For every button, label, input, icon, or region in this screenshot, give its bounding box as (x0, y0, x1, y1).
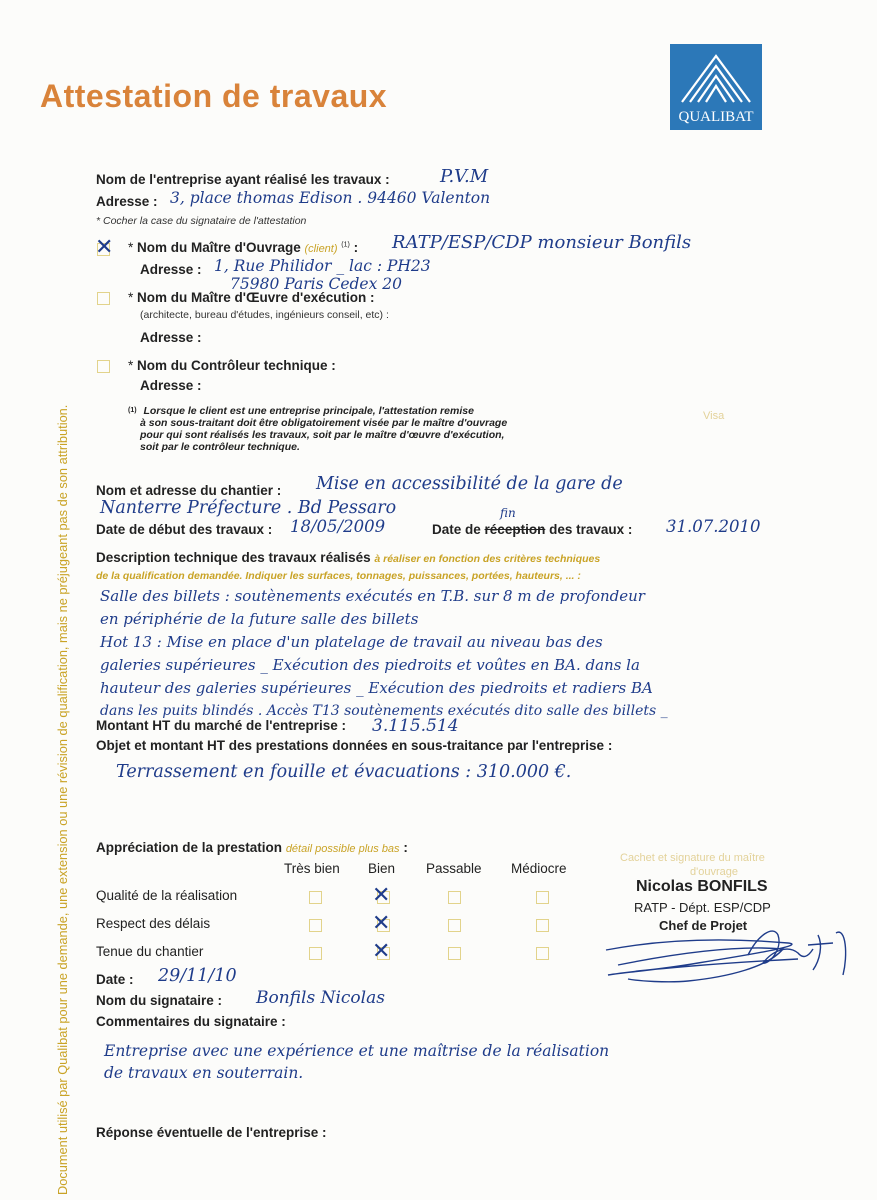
qualite-passable-checkbox[interactable] (448, 891, 461, 904)
logo-text: QUALIBAT (678, 109, 754, 125)
address-value[interactable]: 3, place thomas Edison . 94460 Valenton (170, 189, 491, 207)
col-mediocre: Médiocre (511, 861, 567, 876)
chantier-value-line1[interactable]: Mise en accessibilité de la gare de (316, 474, 623, 494)
end-date-label-suffix: des travaux : (549, 522, 633, 537)
maitre-ouvrage-value[interactable]: RATP/ESP/CDP monsieur Bonfils (392, 232, 692, 253)
maitre-ouvrage-check-mark: ✕ (95, 235, 114, 260)
handwritten-signature-icon (598, 915, 858, 990)
montant-value[interactable]: 3.115.514 (372, 716, 459, 736)
appreciation-hint: détail possible plus bas (285, 843, 400, 855)
end-date-label-prefix: Date de (432, 522, 481, 537)
company-value[interactable]: P.V.M (440, 166, 489, 187)
description-line-3: Hot 13 : Mise en place d'un platelage de travail au niveau bas des (100, 633, 603, 651)
appreciation-label-row (96, 840, 408, 855)
tenue-mediocre-checkbox[interactable] (536, 947, 549, 960)
delais-tres-bien-checkbox[interactable] (309, 919, 322, 932)
maitre-oeuvre-sub: (architecte, bureau d'études, ingénieurs conseil, etc) : (140, 309, 389, 321)
footnote-line-2: à son sous-traitant doit être obligatoirement visée par le maître d'ouvrage (140, 417, 508, 429)
maitre-ouvrage-address-line2[interactable]: 75980 Paris Cedex 20 (230, 275, 402, 293)
stamp-name: Nicolas BONFILS (636, 878, 768, 895)
address-label: Adresse : (96, 194, 158, 209)
delais-bien-check-mark: ✕ (372, 911, 391, 936)
stamp-role: Chef de Projet (659, 918, 748, 933)
commentaires-line-2[interactable]: de travaux en souterrain. (104, 1064, 304, 1082)
description-line-2: en périphérie de la future salle des billets (100, 610, 419, 628)
footnote-line-1: Lorsque le client est une entreprise principale, l'attestation remise (143, 405, 474, 417)
reponse-label: Réponse éventuelle de l'entreprise : (96, 1125, 327, 1140)
footnote-line-4: soit par le contrôleur technique. (140, 441, 300, 453)
sign-date-value[interactable]: 29/11/10 (158, 966, 237, 986)
footnote-line-3: pour qui sont réalisés les travaux, soit par le maître d'œuvre d'exécution, (140, 429, 505, 441)
appreciation-colon: : (403, 840, 408, 855)
qualite-tres-bien-checkbox[interactable] (309, 891, 322, 904)
description-text[interactable] (100, 585, 668, 723)
row-delais-label: Respect des délais (96, 916, 211, 931)
tenue-bien-check-mark: ✕ (372, 939, 391, 964)
qualibat-pyramid-icon (670, 44, 762, 108)
maitre-ouvrage-address-label: Adresse : (140, 262, 202, 277)
description-hint-1: à réaliser en fonction des critères techniques (374, 553, 601, 565)
tenue-tres-bien-checkbox[interactable] (309, 947, 322, 960)
description-label: Description technique des travaux réalisés (96, 550, 371, 565)
qualibat-logo (670, 44, 762, 130)
side-disclaimer-text: Document utilisé par Qualibat pour une demande, une extension ou une révision de qualification, mais ne préjugeant pas de son attribution. (55, 404, 70, 1195)
row-qualite-label: Qualité de la réalisation (96, 888, 238, 903)
tenue-passable-checkbox[interactable] (448, 947, 461, 960)
end-date-inserted-word: fin (500, 506, 516, 520)
stamp-faded-line-2: d'ouvrage (690, 866, 738, 878)
controleur-label-row: * Nom du Contrôleur technique : (128, 358, 336, 373)
controleur-label: Nom du Contrôleur technique : (137, 358, 336, 373)
qualite-bien-check-mark: ✕ (372, 883, 391, 908)
col-tres-bien: Très bien (284, 861, 340, 876)
maitre-oeuvre-label: Nom du Maître d'Œuvre d'exécution : (137, 290, 375, 305)
description-line-5: hauteur des galeries supérieures _ Exécution des piedroits et radiers BA (100, 679, 653, 697)
company-label: Nom de l'entreprise ayant réalisé les travaux : (96, 172, 390, 187)
maitre-ouvrage-label: Nom du Maître d'Ouvrage (137, 240, 301, 255)
description-line-4: galeries supérieures _ Exécution des piedroits et voûtes en BA. dans la (100, 656, 640, 674)
description-label-row (96, 550, 600, 565)
sous-traitance-value[interactable]: Terrassement en fouille et évacuations : 310.000 €. (116, 762, 572, 782)
sign-date-label: Date : (96, 972, 134, 987)
footnote (128, 405, 507, 453)
maitre-ouvrage-label-row: * Nom du Maître d'Ouvrage (client) $^{(1)}$ : (128, 240, 359, 255)
end-date-label-struck: réception (484, 522, 546, 537)
signataire-value[interactable]: Bonfils Nicolas (256, 988, 385, 1008)
commentaires-label: Commentaires du signataire : (96, 1014, 286, 1029)
montant-label: Montant HT du marché de l'entreprise : (96, 718, 346, 733)
checkbox-note: * Cocher la case du signataire de l'attestation (96, 215, 307, 227)
maitre-ouvrage-colon: : (353, 240, 359, 255)
maitre-ouvrage-client: (client) (304, 243, 338, 255)
maitre-ouvrage-sup: (1) (341, 241, 350, 249)
description-line-6: dans les puits blindés . Accès T13 soutènements exécutés dito salle des billets _ (100, 703, 668, 719)
end-date-label (432, 522, 632, 537)
page-title: Attestation de travaux (40, 78, 388, 114)
qualite-mediocre-checkbox[interactable] (536, 891, 549, 904)
sous-traitance-label: Objet et montant HT des prestations données en sous-traitance par l'entreprise : (96, 738, 613, 753)
maitre-oeuvre-label-row: * Nom du Maître d'Œuvre d'exécution : (128, 290, 375, 305)
end-date-value[interactable]: 31.07.2010 (666, 517, 761, 536)
col-passable: Passable (426, 861, 482, 876)
col-bien: Bien (368, 861, 396, 876)
chantier-label: Nom et adresse du chantier : (96, 483, 282, 498)
controleur-checkbox[interactable] (97, 360, 110, 373)
appreciation-label: Appréciation de la prestation (96, 840, 283, 855)
visa-label: Visa (703, 410, 725, 422)
maitre-oeuvre-checkbox[interactable] (97, 292, 110, 305)
delais-mediocre-checkbox[interactable] (536, 919, 549, 932)
description-hint-2: de la qualification demandée. Indiquer les surfaces, tonnages, puissances, portées, hauteurs, ... : (96, 570, 581, 582)
start-date-label: Date de début des travaux : (96, 522, 273, 537)
commentaires-line-1[interactable]: Entreprise avec une expérience et une maîtrise de la réalisation (104, 1042, 610, 1060)
delais-passable-checkbox[interactable] (448, 919, 461, 932)
controleur-address-label: Adresse : (140, 378, 202, 393)
stamp-faded-line-1: Cachet et signature du maître (620, 852, 765, 864)
maitre-oeuvre-address-label: Adresse : (140, 330, 202, 345)
description-line-1: Salle des billets : soutènements exécutés en T.B. sur 8 m de profondeur (100, 587, 645, 605)
signataire-label: Nom du signataire : (96, 993, 223, 1008)
start-date-value[interactable]: 18/05/2009 (290, 517, 386, 536)
stamp-dept: RATP - Dépt. ESP/CDP (634, 900, 771, 915)
chantier-value-line2[interactable]: Nanterre Préfecture . Bd Pessaro (100, 498, 397, 518)
row-tenue-label: Tenue du chantier (96, 944, 204, 959)
footnote-mark: (1) (128, 407, 137, 414)
maitre-ouvrage-address-line1[interactable]: 1, Rue Philidor _ lac : PH23 (214, 257, 431, 275)
